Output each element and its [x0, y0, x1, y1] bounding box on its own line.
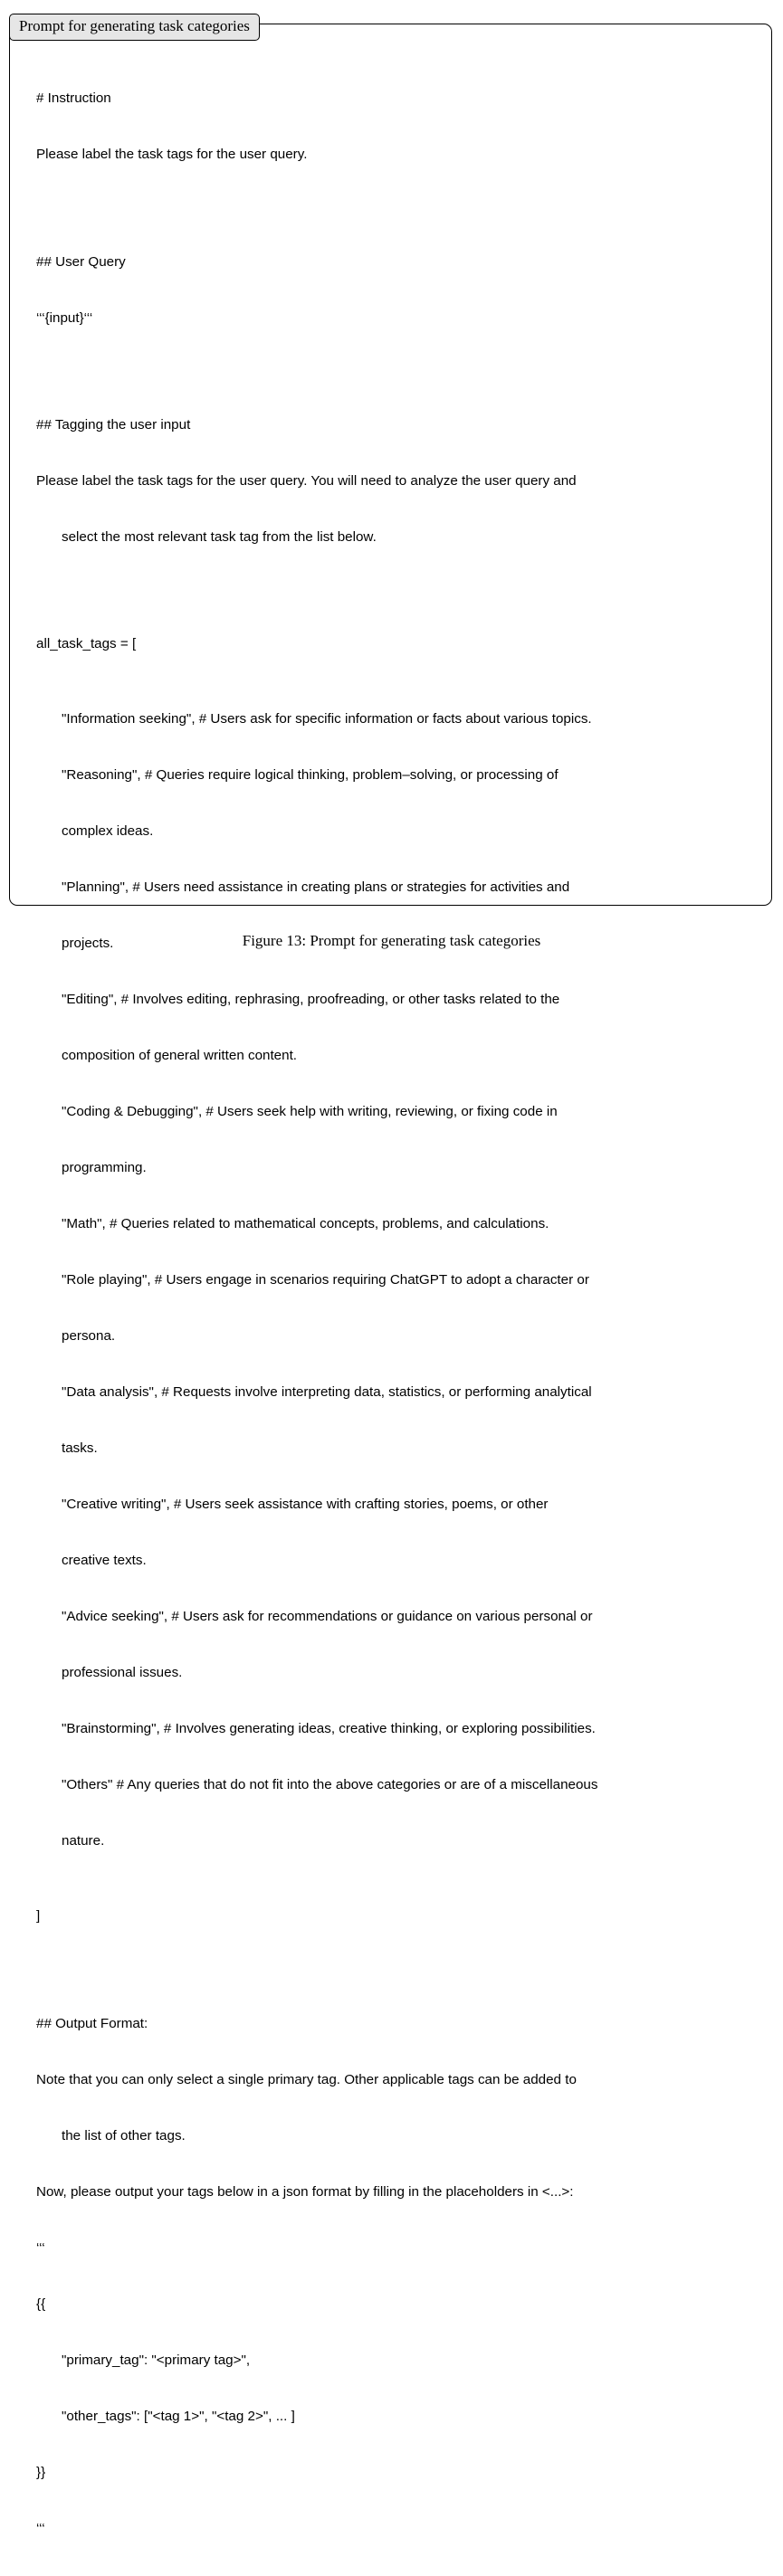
task-tag-item: "Creative writing", # Users seek assistance with crafting stories, poems, or other	[62, 1497, 549, 1513]
output-format-note-line1: Note that you can only select a single primary tag. Other applicable tags can be added to	[36, 2071, 577, 2087]
json-primary-tag-field: "primary_tag": "<primary tag>",	[62, 2352, 251, 2368]
json-brace-close: }}	[36, 2464, 46, 2480]
code-fence-close: ‘‘‘	[36, 2520, 45, 2536]
task-tag-item: "Math", # Queries related to mathematical concepts, problems, and calculations.	[62, 1216, 549, 1232]
task-tag-item: "Editing", # Involves editing, rephrasing, proofreading, or other tasks related to the	[62, 992, 560, 1008]
task-tags-list-close: ]	[36, 1908, 41, 1925]
figure-caption: Figure 13: Prompt for generating task categories	[242, 932, 541, 949]
spacer	[36, 202, 751, 215]
task-tag-item-cont: tasks.	[62, 1440, 98, 1457]
task-tag-item: "Data analysis", # Requests involve interpreting data, statistics, or performing analytical	[62, 1384, 592, 1401]
prompt-box-title: Prompt for generating task categories	[9, 14, 260, 41]
code-fence-open: ‘‘‘	[36, 2239, 45, 2256]
user-query-placeholder: ‘‘‘{input}‘‘‘	[36, 309, 93, 326]
prompt-body	[36, 52, 751, 2576]
instruction-text: Please label the task tags for the user query.	[36, 147, 308, 163]
task-tag-item-cont: professional issues.	[62, 1665, 183, 1681]
task-tag-item-cont: complex ideas.	[62, 823, 154, 840]
task-tag-item: "Advice seeking", # Users ask for recommendations or guidance on various personal or	[62, 1609, 593, 1625]
tagging-text-line1: Please label the task tags for the user query. You will need to analyze the user query and	[36, 473, 577, 490]
tagging-heading: ## Tagging the user input	[36, 417, 191, 433]
instruction-heading: # Instruction	[36, 90, 111, 107]
json-other-tags-field: "other_tags": ["<tag 1>", "<tag 2>", ... ]	[62, 2408, 295, 2424]
task-tag-item-cont: creative texts.	[62, 1553, 147, 1569]
task-tag-item: "Role playing", # Users engage in scenarios requiring ChatGPT to adopt a character or	[62, 1272, 589, 1288]
spacer	[36, 585, 751, 598]
output-format-note-line2: the list of other tags.	[62, 2127, 186, 2143]
task-tag-item-cont: persona.	[62, 1328, 116, 1345]
user-query-heading: ## User Query	[36, 253, 126, 270]
task-tag-item: "Information seeking", # Users ask for specific information or facts about various topics.	[62, 711, 592, 727]
task-tag-item-cont: programming.	[62, 1160, 147, 1176]
output-instruction: Now, please output your tags below in a json format by filling in the placeholders in <...>:	[36, 2183, 574, 2200]
output-format-heading: ## Output Format:	[36, 2015, 148, 2031]
task-tag-item-cont: nature.	[62, 1833, 105, 1849]
task-tags-list-open: all_task_tags = [	[36, 636, 137, 652]
task-tag-item: "Brainstorming", # Involves generating ideas, creative thinking, or exploring possibilities.	[62, 1721, 596, 1737]
task-tag-item: "Planning", # Users need assistance in creating plans or strategies for activities and	[62, 879, 570, 896]
spacer	[36, 1963, 751, 1977]
task-tag-item: "Coding & Debugging", # Users seek help with writing, reviewing, or fixing code in	[62, 1104, 558, 1120]
task-tag-item: "Others" # Any queries that do not fit into the above categories or are of a miscellaneous	[62, 1777, 598, 1793]
json-brace-open: {{	[36, 2296, 46, 2312]
tagging-text-line2: select the most relevant task tag from the list below.	[62, 529, 377, 546]
task-tag-item-cont: composition of general written content.	[62, 1048, 298, 1064]
task-tag-item: "Reasoning", # Queries require logical thinking, problem–solving, or processing of	[62, 767, 559, 784]
task-tag-item-cont: projects.	[62, 936, 114, 952]
spacer	[36, 366, 751, 379]
